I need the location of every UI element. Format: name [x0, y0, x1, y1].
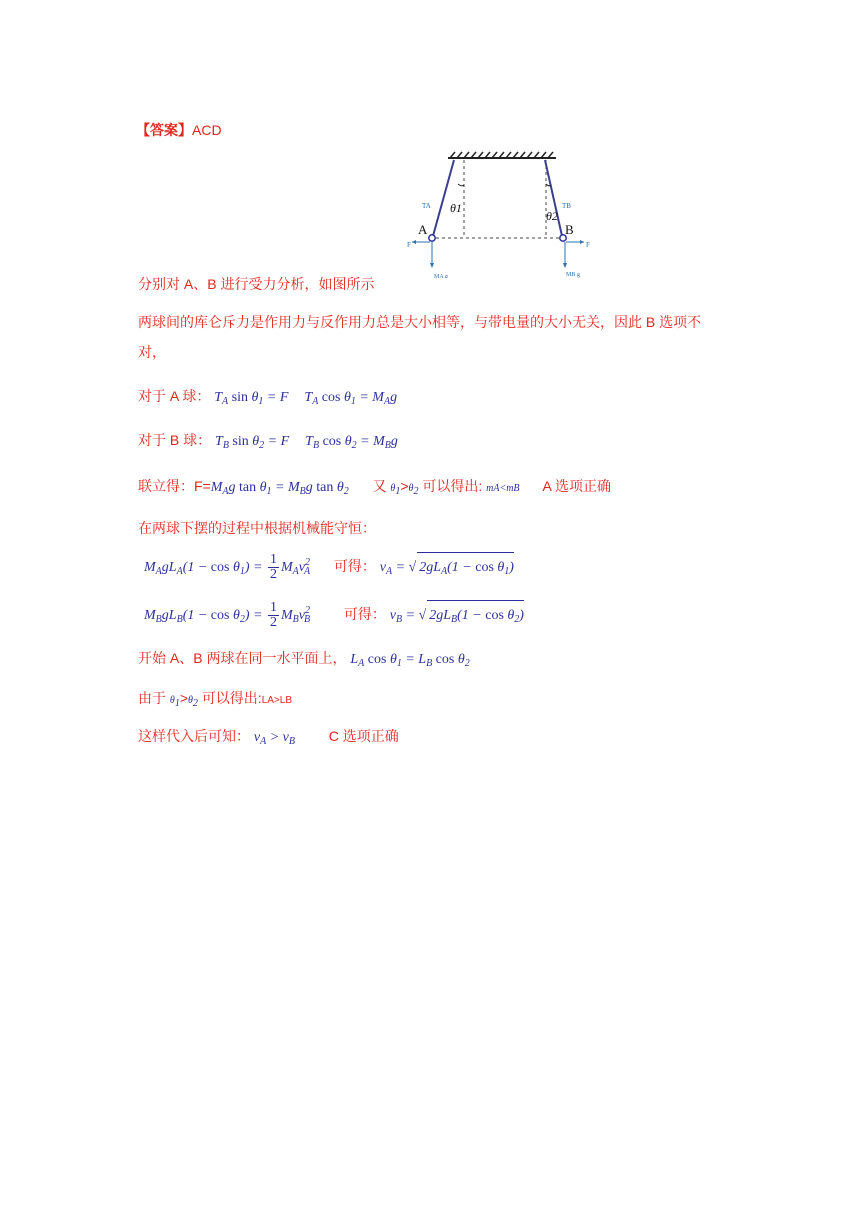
canget-label-1: 可以得出: — [422, 478, 483, 494]
label-f-a: F — [407, 241, 411, 249]
line-coulomb-a: 两球间的库仑斥力是作用力与反作用力总是大小相等，与带电量的大小无关，因此 B 选项不 — [138, 314, 702, 330]
string-b — [545, 160, 562, 236]
line-ball-a — [138, 386, 397, 407]
force-diagram — [400, 148, 600, 278]
length-inequality: LA>LB — [261, 695, 293, 706]
energy-equation-b: $M_BgL_B(1 - \cos \theta_2)$ = $\frac{1}{2}$ $M_Bv^2_B$ — [144, 600, 311, 631]
mass-inequality: mA<mB — [486, 483, 520, 494]
same-height-text: 开始 A、B 两球在同一水平面上， — [138, 650, 347, 666]
line-coulomb-b: 对， — [138, 344, 166, 360]
length-equation: $L_A$ $\cos \theta_1 = L_B$ $\cos \theta_2$ — [350, 652, 470, 669]
label-ta: TA — [422, 202, 431, 210]
because-label: 由于 — [138, 690, 166, 706]
line-length-compare: 由于 θ1>θ2 可以得出:LA>LB — [138, 690, 293, 709]
energy-equation-a: $M_AgL_A(1 - \cos \theta_1)$ = $\frac{1}{2}$ $M_Av^2_A$ — [144, 552, 311, 583]
line-ball-b — [138, 430, 398, 451]
string-a — [433, 160, 454, 236]
velocity-equation-a: $v_A$ = √ $2gL_A(1 - \cos \theta_1)$ — [380, 560, 514, 575]
label-mbg: MB g — [566, 272, 580, 278]
label-f-b: F — [586, 241, 590, 249]
ball-b-label: 对于 B 球： — [138, 432, 212, 448]
line-combine: 联立得：$F=M_Ag$ $\tan \theta_1 = M_Bg$ $\tan \theta_2$ 又 θ1>θ2 可以得出: mA<mB A 选项正确 — [138, 478, 612, 497]
line-conclusion — [138, 726, 399, 747]
line-analysis-intro: 分别对 A、B 进行受力分析，如图所示 — [138, 276, 375, 292]
line-same-height — [138, 648, 470, 669]
line-energy-b — [144, 596, 524, 635]
answer-bracket-label: 【答案】 — [136, 122, 192, 138]
equation-combine: $M_Ag$ $\tan \theta_1 = M_Bg$ $\tan \theta_2$ — [210, 480, 349, 497]
answer-header — [136, 120, 222, 140]
option-c-result: C 选项正确 — [328, 728, 399, 744]
velocity-inequality: $v_A > v_B$ — [253, 730, 295, 747]
ball-a — [429, 235, 435, 241]
canget-label-2: 可得： — [333, 558, 376, 574]
label-theta2: θ2 — [546, 209, 558, 223]
label-a: A — [418, 222, 428, 237]
label-mag: MA g — [434, 274, 448, 278]
theta-compare: θ1 — [390, 483, 401, 497]
velocity-equation-b: $v_B$ = √ $2gL_B(1 - \cos \theta_2)$ — [390, 608, 524, 623]
also-label: 又 — [372, 478, 387, 494]
answer-value: ACD — [192, 122, 222, 138]
canget-label-3: 可得： — [343, 606, 386, 622]
equation-ball-a: $T_A$ $\sin \theta_1 = F$ $T_A$ $\cos \theta_1 = M_Ag$ — [214, 390, 398, 407]
label-b: B — [565, 222, 574, 237]
conclusion-text: 这样代入后可知： — [138, 728, 250, 744]
label-theta1: θ1 — [450, 201, 462, 215]
ball-a-label: 对于 A 球： — [138, 388, 211, 404]
line-energy-conservation: 在两球下摆的过程中根据机械能守恒： — [138, 520, 376, 536]
canget-label-4: 可以得出: — [201, 690, 262, 706]
equation-ball-b: $T_B$ $\sin \theta_2 = F$ $T_B$ $\cos \theta_2 = M_Bg$ — [215, 434, 398, 451]
option-a-result: A 选项正确 — [542, 478, 612, 494]
combine-label: 联立得：F= — [138, 478, 211, 494]
label-tb: TB — [562, 202, 571, 210]
angle-arc-a — [458, 184, 464, 186]
line-energy-a — [144, 548, 514, 587]
